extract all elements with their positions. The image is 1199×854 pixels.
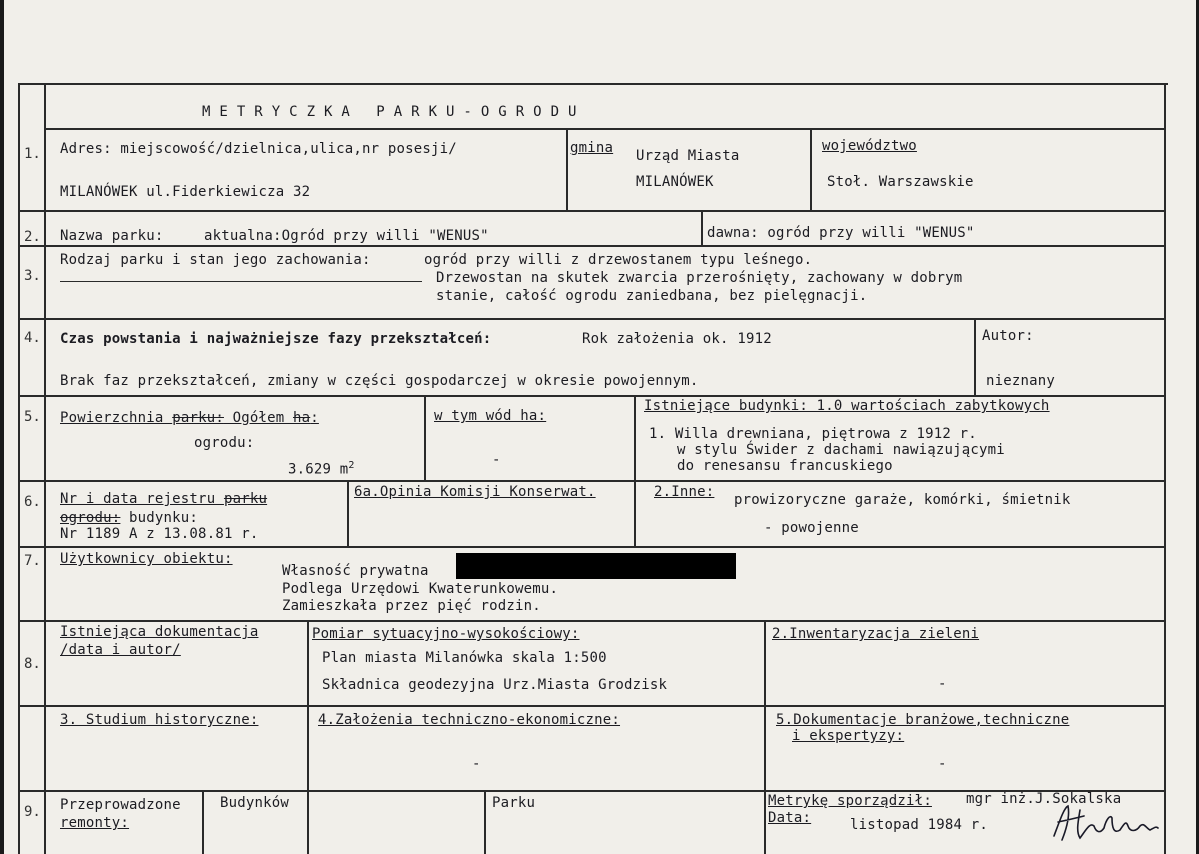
record-card bbox=[4, 0, 1196, 854]
opinia-komisji-label: 6a.Opinia Komisji Konserwat. bbox=[354, 484, 596, 500]
nazwa-dawna: dawna: ogród przy willi "WENUS" bbox=[707, 225, 975, 241]
row6-divider-a bbox=[347, 480, 349, 546]
zalozenia-value: - bbox=[472, 756, 481, 772]
gmina-label: gmina bbox=[570, 140, 614, 156]
nazwa-parku-label: Nazwa parku: bbox=[60, 228, 164, 244]
row2-bottom-line bbox=[18, 245, 1166, 247]
remonty-label-line1: Przeprowadzone bbox=[60, 797, 181, 813]
gmina-value-line1: Urząd Miasta bbox=[636, 148, 740, 164]
row-number-1: 1. bbox=[24, 146, 41, 162]
page-title: METRYCZKA PARKU-OGRODU bbox=[202, 104, 586, 120]
zalozenia-label: 4.Założenia techniczno-ekonomiczne: bbox=[318, 712, 621, 728]
rok-zalozenia: Rok założenia ok. 1912 bbox=[582, 331, 772, 347]
redaction-box bbox=[456, 553, 736, 579]
row-number-5: 5. bbox=[24, 409, 41, 425]
row8-divider-b bbox=[764, 620, 766, 790]
row8-divider-a bbox=[307, 620, 309, 790]
pomiar-line2: Składnica geodezyjna Urz.Miasta Grodzisk bbox=[322, 677, 668, 693]
rodzaj-parku-line1: ogród przy willi z drzewostanem typu leśnego. bbox=[424, 252, 813, 268]
adres-label: Adres: miejscowość/dzielnica,ulica,nr posesji/ bbox=[60, 141, 457, 157]
row2-divider bbox=[701, 210, 703, 245]
dokumentacja-label-line2: /data i autor/ bbox=[60, 642, 181, 658]
parku-label: Parku bbox=[492, 795, 536, 811]
row6-divider-b bbox=[634, 480, 636, 546]
budynkow-label: Budynków bbox=[220, 795, 290, 811]
row1-divider-b bbox=[810, 128, 812, 210]
pomiar-label: Pomiar sytuacyjno-wysokościowy: bbox=[312, 626, 580, 642]
row-number-7: 7. bbox=[24, 553, 41, 569]
fazy-przeksztalcen: Brak faz przekształceń, zmiany w części gospodarczej w okresie powojennym. bbox=[60, 373, 699, 389]
rodzaj-parku-label: Rodzaj parku i stan jego zachowania: bbox=[60, 252, 371, 268]
row-number-3: 3. bbox=[24, 268, 41, 284]
inne-label: 2.Inne: bbox=[654, 484, 715, 500]
data-value: listopad 1984 r. bbox=[850, 817, 989, 833]
row4-divider bbox=[974, 318, 976, 395]
row3-bottom-line bbox=[18, 318, 1166, 320]
rejestr-value: Nr 1189 A z 13.08.81 r. bbox=[60, 526, 259, 542]
row9-divider-d bbox=[764, 790, 766, 854]
row5-bottom-line bbox=[18, 480, 1166, 482]
number-column-line bbox=[44, 83, 46, 854]
inne-line2: - powojenne bbox=[764, 520, 859, 536]
budynki-line3: do renesansu francuskiego bbox=[677, 458, 893, 474]
dokumentacje-label-line2: i ekspertyzy: bbox=[792, 728, 905, 744]
metryke-sporzadzil-label: Metrykę sporządził: bbox=[768, 793, 932, 809]
inne-line1: prowizoryczne garaże, komórki, śmietnik bbox=[734, 492, 1071, 508]
title-row-line bbox=[44, 128, 1166, 130]
gmina-value-line2: MILANÓWEK bbox=[636, 174, 714, 190]
nazwa-aktualna: aktualna:Ogród przy willi "WENUS" bbox=[204, 228, 489, 244]
studium-historyczne-label: 3. Studium historyczne: bbox=[60, 712, 259, 728]
signature-image bbox=[1050, 800, 1162, 846]
row1-bottom-line bbox=[18, 210, 1166, 212]
pomiar-line1: Plan miasta Milanówka skala 1:500 bbox=[322, 650, 607, 666]
ogrodu-label: ogrodu: bbox=[194, 435, 255, 451]
wojewodztwo-value: Stoł. Warszawskie bbox=[827, 174, 974, 190]
rejestr-label-line1: Nr i data rejestru parku bbox=[60, 491, 268, 507]
row9-divider-c bbox=[484, 790, 486, 854]
row5-divider-a bbox=[424, 395, 426, 480]
uzytkownicy-label: Użytkownicy obiektu: bbox=[60, 551, 233, 567]
rodzaj-parku-line3: stanie, całość ogrodu zaniedbana, bez pielęgnacji. bbox=[436, 288, 868, 304]
row-number-8: 8. bbox=[24, 656, 41, 672]
row9-divider-a bbox=[202, 790, 204, 854]
inwentaryzacja-label: 2.Inwentaryzacja zieleni bbox=[772, 626, 980, 642]
row5-divider-b bbox=[634, 395, 636, 480]
rodzaj-parku-blank-line bbox=[60, 281, 422, 282]
budynki-label: Istniejące budynki: 1.0 wartościach zabytkowych bbox=[644, 398, 1050, 414]
dokumentacja-label-line1: Istniejąca dokumentacja bbox=[60, 624, 259, 640]
wod-label: w tym wód ha: bbox=[434, 408, 547, 424]
row8a-bottom-line bbox=[18, 705, 1166, 707]
frame-right-line bbox=[1164, 83, 1166, 854]
dokumentacje-label-line1: 5.Dokumentacje branżowe,techniczne bbox=[776, 712, 1070, 728]
metryke-sporzadzil-value: mgr inż.J.Sokalska bbox=[966, 791, 1122, 807]
uzytkownicy-line2: Podlega Urzędowi Kwaterunkowemu. bbox=[282, 581, 559, 597]
adres-value: MILANÓWEK ul.Fiderkiewicza 32 bbox=[60, 184, 311, 200]
data-label: Data: bbox=[768, 810, 812, 826]
budynki-line1: 1. Willa drewniana, piętrowa z 1912 r. bbox=[649, 426, 977, 442]
remonty-label-line2: remonty: bbox=[60, 815, 130, 831]
budynki-line2: w stylu Świder z dachami nawiązującymi bbox=[677, 442, 1005, 458]
ogrodu-value: 3.629 $m^2$ bbox=[288, 460, 355, 478]
rodzaj-parku-line2: Drzewostan na skutek zwarcia przerośnięty, zachowany w dobrym bbox=[436, 270, 963, 286]
row-number-2: 2. bbox=[24, 229, 41, 245]
autor-value: nieznany bbox=[986, 373, 1056, 389]
uzytkownicy-line1: Własność prywatna bbox=[282, 563, 429, 579]
frame-top-line bbox=[18, 83, 1168, 85]
row4-bottom-line bbox=[18, 395, 1166, 397]
dokumentacje-value: - bbox=[938, 756, 947, 772]
wod-value: - bbox=[492, 452, 501, 468]
uzytkownicy-line3: Zamieszkała przez pięć rodzin. bbox=[282, 598, 541, 614]
row-number-9: 9. bbox=[24, 804, 41, 820]
inwentaryzacja-value: - bbox=[938, 676, 947, 692]
row1-divider-a bbox=[566, 128, 568, 210]
autor-label: Autor: bbox=[982, 328, 1034, 344]
frame-left-line bbox=[18, 83, 20, 854]
powierzchnia-label: Powierzchnia parku: Ogółem ha: bbox=[60, 410, 319, 426]
row-number-4: 4. bbox=[24, 330, 41, 346]
row7-bottom-line bbox=[18, 620, 1166, 622]
rejestr-label-line2: ogrodu: budynku: bbox=[60, 510, 199, 526]
row-number-6: 6. bbox=[24, 494, 41, 510]
row6-bottom-line bbox=[18, 546, 1166, 548]
row9-divider-b bbox=[307, 790, 309, 854]
wojewodztwo-label: województwo bbox=[822, 138, 917, 154]
czas-powstania-label: Czas powstania i najważniejsze fazy przekształceń: bbox=[60, 331, 492, 347]
